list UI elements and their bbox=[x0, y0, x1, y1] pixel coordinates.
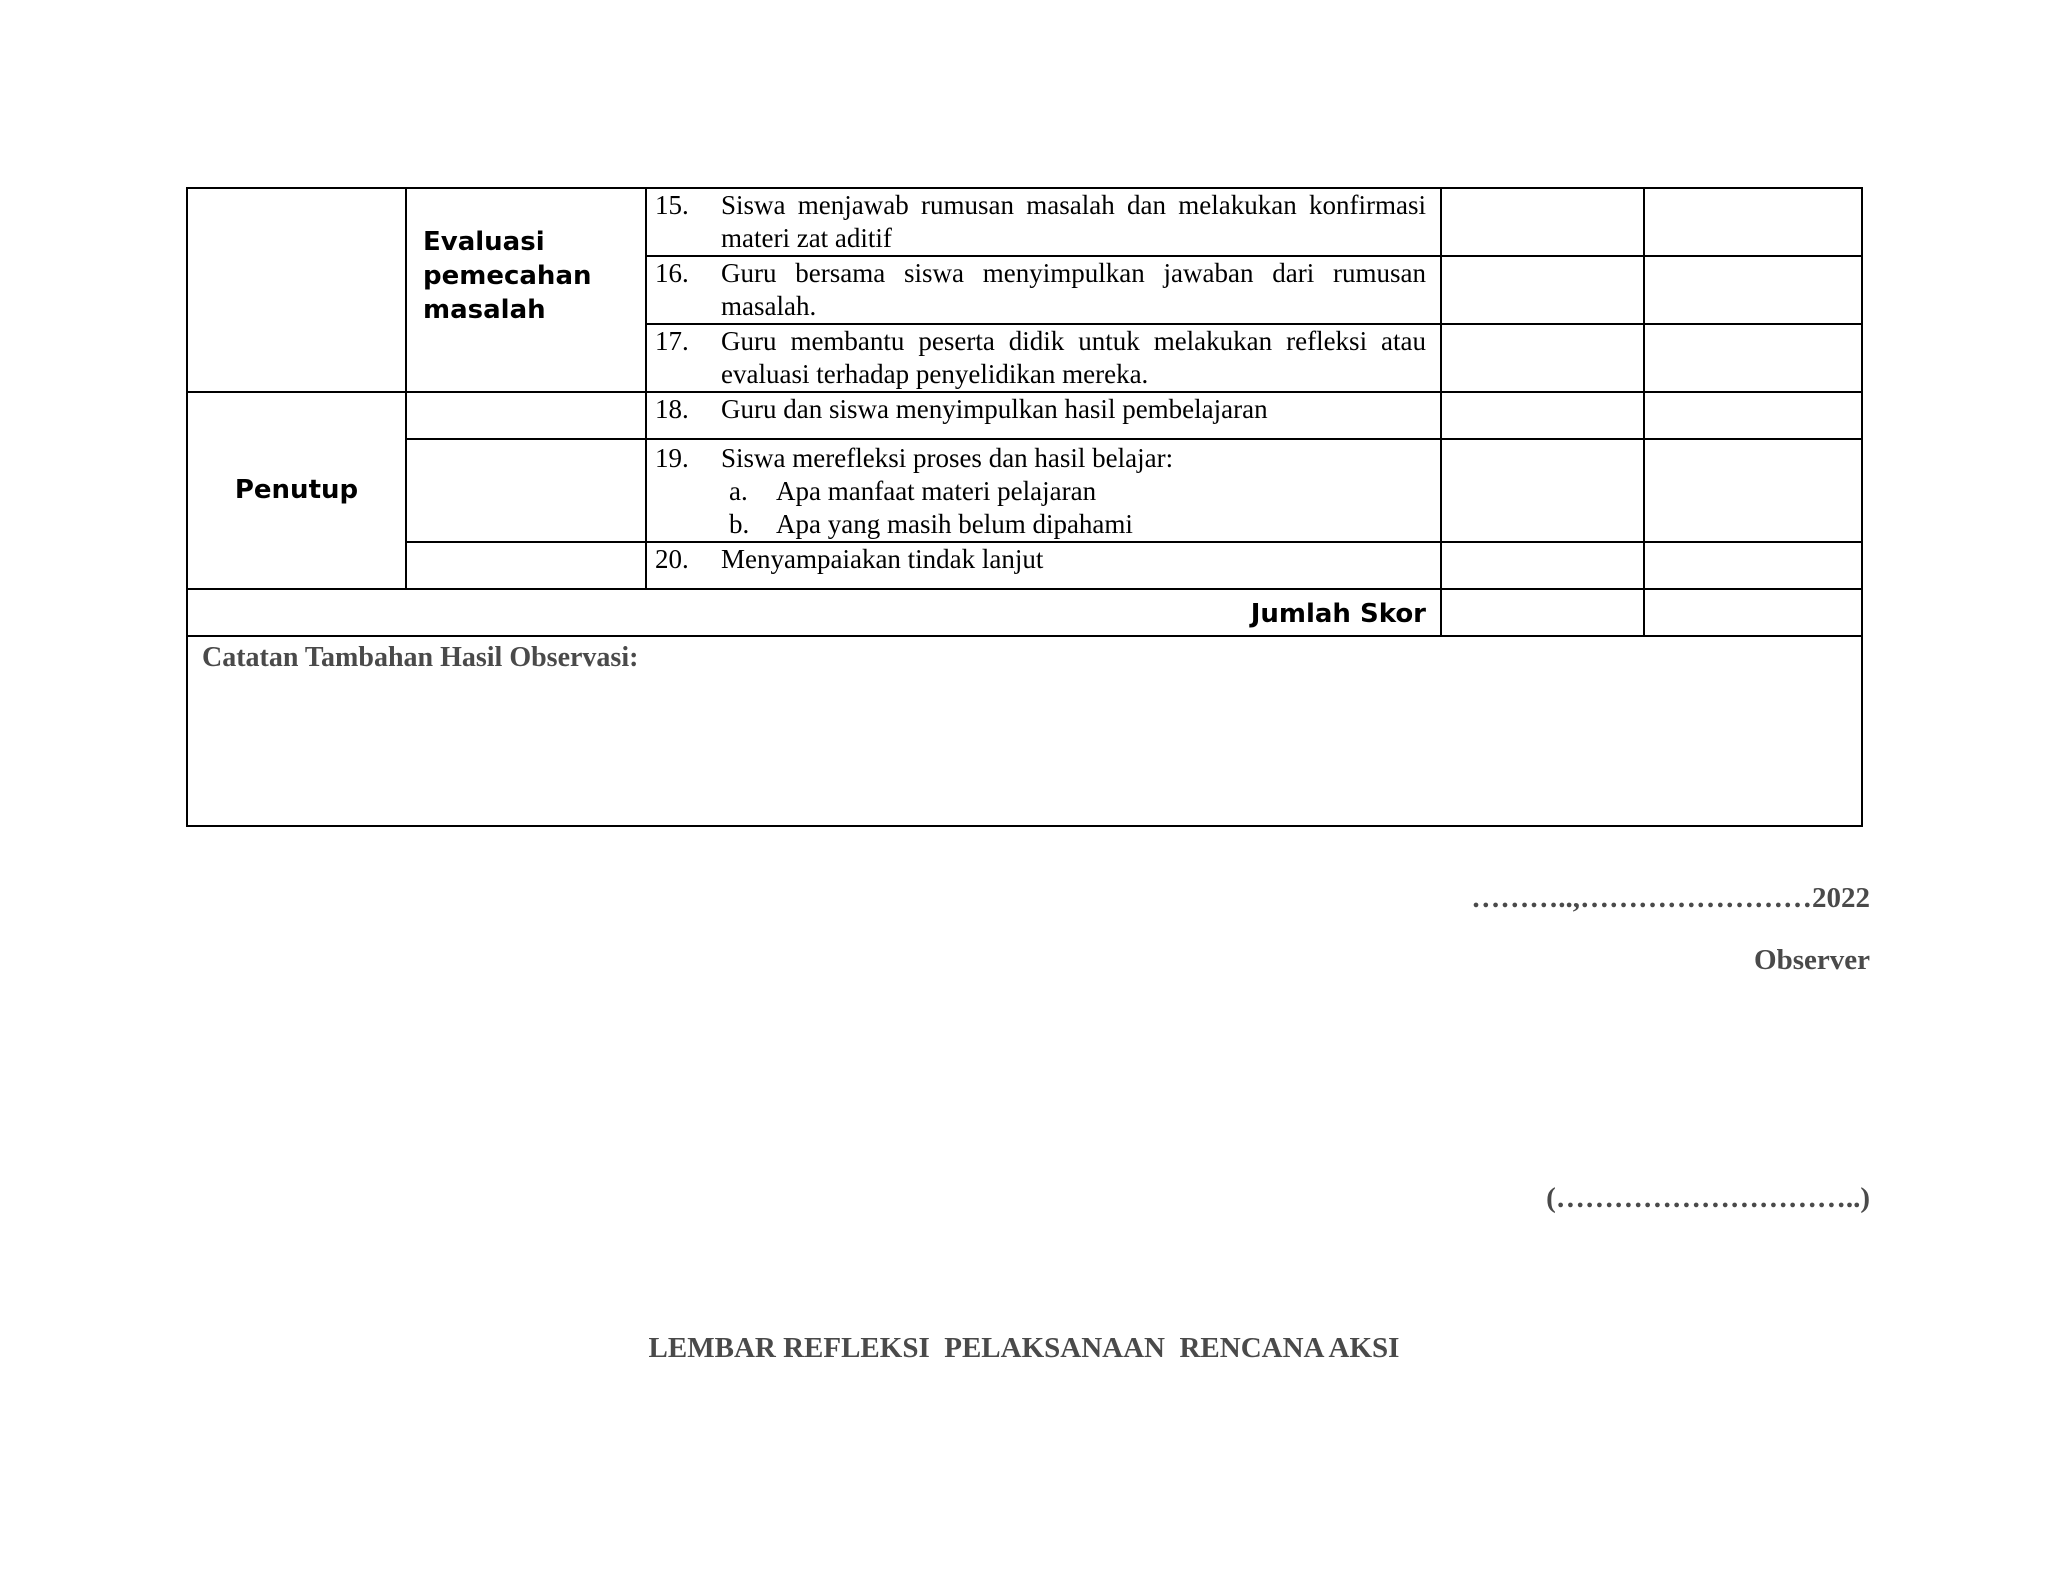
notes-label: Catatan Tambahan Hasil Observasi: bbox=[202, 642, 639, 673]
item-number: 16. bbox=[655, 258, 689, 288]
signature-date: ………..,……………………2022 bbox=[1471, 882, 1870, 914]
item-16 bbox=[646, 256, 1441, 324]
item-text: Guru membantu peserta didik untuk melakukan refleksi atau evaluasi terhadap penyelidikan mereka. bbox=[721, 326, 1426, 389]
item-number: 15. bbox=[655, 190, 689, 220]
stage-evaluasi: Evaluasi pemecahan masalah bbox=[406, 188, 646, 392]
stage-cell-empty bbox=[406, 439, 646, 542]
item-20 bbox=[646, 542, 1441, 589]
sub-letter: a. bbox=[729, 476, 748, 506]
score-cell[interactable] bbox=[1441, 392, 1644, 439]
item-number: 19. bbox=[655, 443, 689, 473]
total-note-cell[interactable] bbox=[1644, 589, 1862, 636]
total-score-label: Jumlah Skor bbox=[187, 589, 1441, 636]
signature-name-placeholder: (…………………………..) bbox=[1546, 1182, 1870, 1214]
score-cell[interactable] bbox=[1441, 188, 1644, 256]
item-text: Guru bersama siswa menyimpulkan jawaban dari rumusan masalah. bbox=[721, 258, 1426, 321]
item-number: 20. bbox=[655, 544, 689, 574]
total-score-cell[interactable] bbox=[1441, 589, 1644, 636]
note-cell[interactable] bbox=[1644, 188, 1862, 256]
note-cell[interactable] bbox=[1644, 542, 1862, 589]
phase-penutup: Penutup bbox=[187, 392, 406, 589]
stage-cell-empty bbox=[406, 392, 646, 439]
item-18 bbox=[646, 392, 1441, 439]
item-number: 17. bbox=[655, 326, 689, 356]
item-text: Guru dan siswa menyimpulkan hasil pembelajaran bbox=[721, 394, 1268, 424]
score-cell[interactable] bbox=[1441, 324, 1644, 392]
sub-text: Apa manfaat materi pelajaran bbox=[776, 476, 1097, 506]
item-17 bbox=[646, 324, 1441, 392]
phase-cell-empty bbox=[187, 188, 406, 392]
score-cell[interactable] bbox=[1441, 542, 1644, 589]
observation-table bbox=[186, 187, 1863, 827]
note-cell[interactable] bbox=[1644, 324, 1862, 392]
item-text: Menyampaiakan tindak lanjut bbox=[721, 544, 1044, 574]
sub-text: Apa yang masih belum dipahami bbox=[776, 509, 1133, 539]
score-cell[interactable] bbox=[1441, 439, 1644, 542]
signature-role: Observer bbox=[1754, 944, 1870, 976]
item-15 bbox=[646, 188, 1441, 256]
note-cell[interactable] bbox=[1644, 439, 1862, 542]
note-cell[interactable] bbox=[1644, 256, 1862, 324]
item-number: 18. bbox=[655, 394, 689, 424]
sub-letter: b. bbox=[729, 509, 750, 539]
section-title: LEMBAR REFLEKSI PELAKSANAAN RENCANA AKSI bbox=[648, 1332, 1400, 1364]
note-cell[interactable] bbox=[1644, 392, 1862, 439]
item-text: Siswa merefleksi proses dan hasil belajar: bbox=[721, 443, 1174, 473]
additional-notes[interactable] bbox=[187, 636, 1862, 826]
item-19 bbox=[646, 439, 1441, 542]
stage-cell-empty bbox=[406, 542, 646, 589]
score-cell[interactable] bbox=[1441, 256, 1644, 324]
item-text: Siswa menjawab rumusan masalah dan melakukan konfirmasi materi zat aditif bbox=[721, 190, 1426, 253]
